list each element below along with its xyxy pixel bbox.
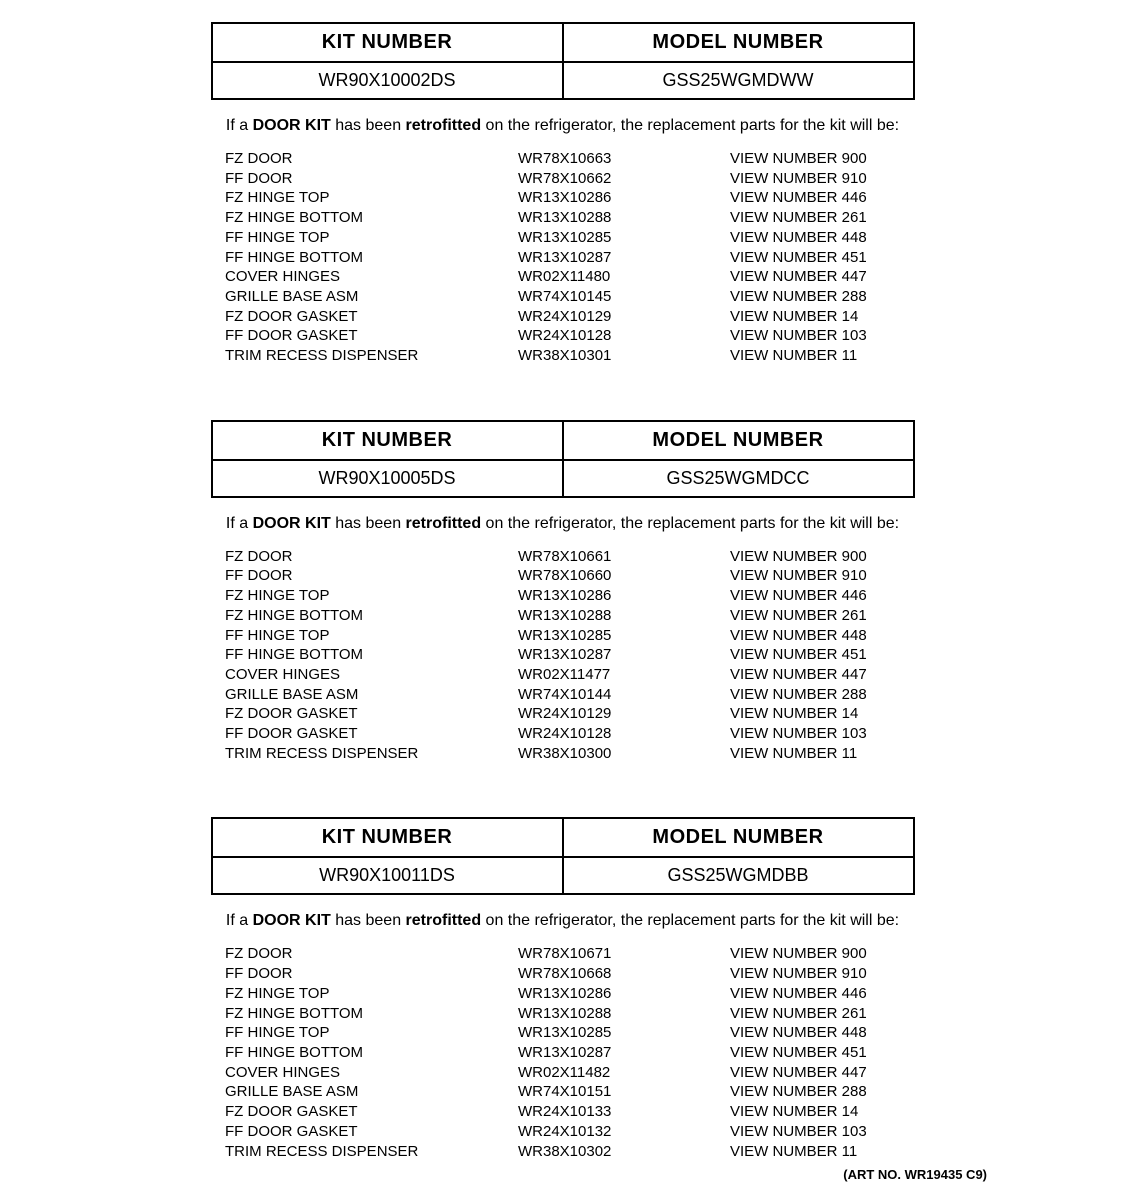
part-number: WR13X10286 xyxy=(518,984,612,1002)
note-retrofitted: retrofitted xyxy=(405,514,482,532)
part-name: FZ DOOR GASKET xyxy=(225,307,358,325)
parts-row xyxy=(225,1023,1125,1043)
view-number: VIEW NUMBER 103 xyxy=(730,1122,867,1140)
parts-row xyxy=(225,606,1125,626)
note-text: has been xyxy=(330,117,406,134)
view-number: VIEW NUMBER 288 xyxy=(730,287,867,305)
part-name: FZ DOOR xyxy=(225,945,293,963)
kit-number-value: WR90X10005DS xyxy=(212,460,563,497)
part-number: WR24X10133 xyxy=(518,1103,612,1121)
parts-row xyxy=(225,149,1125,169)
part-name: GRILLE BASE ASM xyxy=(225,685,359,703)
part-number: WR78X10668 xyxy=(518,965,612,983)
note-text: If a xyxy=(225,514,253,532)
parts-row xyxy=(225,208,1125,228)
view-number: VIEW NUMBER 288 xyxy=(730,685,867,703)
part-name: COVER HINGES xyxy=(225,665,341,683)
part-name: COVER HINGES xyxy=(225,1063,341,1081)
kit-number-header: KIT NUMBER xyxy=(212,421,563,460)
kit-number-value: WR90X10011DS xyxy=(212,857,563,894)
view-number: VIEW NUMBER 451 xyxy=(730,646,867,664)
model-number-value: GSS25WGMDBB xyxy=(563,857,914,894)
kit-number-header: KIT NUMBER xyxy=(212,23,563,62)
note-text: has been xyxy=(330,514,406,532)
part-number: WR13X10287 xyxy=(518,1043,612,1061)
parts-row xyxy=(225,267,1125,287)
parts-row xyxy=(225,626,1125,646)
view-number: VIEW NUMBER 446 xyxy=(730,984,867,1002)
part-number: WR13X10286 xyxy=(518,587,612,605)
note-text: If a xyxy=(225,912,253,930)
view-number: VIEW NUMBER 451 xyxy=(730,1043,867,1061)
parts-row xyxy=(225,287,1125,307)
kit-section-2 xyxy=(0,420,1125,764)
part-number: WR02X11480 xyxy=(518,268,611,286)
parts-row xyxy=(225,645,1125,665)
note-door-kit: DOOR KIT xyxy=(252,514,331,532)
parts-list xyxy=(225,547,1125,764)
view-number: VIEW NUMBER 261 xyxy=(730,1004,867,1022)
parts-row xyxy=(225,326,1125,346)
part-number: WR13X10288 xyxy=(518,1004,612,1022)
part-name: FF DOOR GASKET xyxy=(225,1122,358,1140)
parts-row xyxy=(225,188,1125,208)
model-number-header: MODEL NUMBER xyxy=(563,23,914,62)
view-number: VIEW NUMBER 910 xyxy=(730,169,867,187)
part-name: FZ DOOR xyxy=(225,547,293,565)
retrofit-note xyxy=(0,911,1125,931)
part-number: WR74X10151 xyxy=(518,1083,612,1101)
part-name: FZ HINGE BOTTOM xyxy=(225,209,364,227)
part-name: FF DOOR xyxy=(225,567,293,585)
parts-row xyxy=(225,1142,1125,1162)
part-number: WR78X10661 xyxy=(518,547,612,565)
view-number: VIEW NUMBER 11 xyxy=(730,744,858,762)
part-name: FF HINGE TOP xyxy=(225,626,330,644)
model-number-value: GSS25WGMDCC xyxy=(563,460,914,497)
view-number: VIEW NUMBER 14 xyxy=(730,1103,859,1121)
part-name: FF DOOR GASKET xyxy=(225,327,358,345)
model-number-header: MODEL NUMBER xyxy=(563,421,914,460)
parts-row xyxy=(225,586,1125,606)
view-number: VIEW NUMBER 446 xyxy=(730,587,867,605)
part-name: FF HINGE TOP xyxy=(225,228,330,246)
part-number: WR13X10285 xyxy=(518,228,612,246)
part-number: WR13X10286 xyxy=(518,189,612,207)
note-text: on the refrigerator, the replacement parts for the kit will be: xyxy=(481,514,900,532)
parts-row xyxy=(225,228,1125,248)
view-number: VIEW NUMBER 288 xyxy=(730,1083,867,1101)
view-number: VIEW NUMBER 448 xyxy=(730,228,867,246)
view-number: VIEW NUMBER 14 xyxy=(730,307,859,325)
part-number: WR78X10663 xyxy=(518,150,612,167)
parts-row xyxy=(225,964,1125,984)
part-name: FF HINGE BOTTOM xyxy=(225,646,364,664)
kit-number-value: WR90X10002DS xyxy=(212,62,563,99)
part-name: FF HINGE BOTTOM xyxy=(225,248,364,266)
note-door-kit: DOOR KIT xyxy=(252,117,331,134)
note-text: on the refrigerator, the replacement parts for the kit will be: xyxy=(481,117,900,134)
part-number: WR38X10300 xyxy=(518,744,612,762)
part-number: WR78X10660 xyxy=(518,567,612,585)
view-number: VIEW NUMBER 448 xyxy=(730,626,867,644)
view-number: VIEW NUMBER 900 xyxy=(730,945,867,963)
kit-number-header: KIT NUMBER xyxy=(212,818,563,857)
view-number: VIEW NUMBER 14 xyxy=(730,705,859,723)
parts-row xyxy=(225,1043,1125,1063)
parts-row xyxy=(225,307,1125,327)
note-door-kit: DOOR KIT xyxy=(252,912,331,930)
part-number: WR78X10671 xyxy=(518,945,612,963)
part-name: FF HINGE TOP xyxy=(225,1024,330,1042)
footer-art-number: (ART NO. WR19435 C9) xyxy=(843,1167,987,1183)
note-text: has been xyxy=(330,912,406,930)
part-name: TRIM RECESS DISPENSER xyxy=(225,744,419,762)
parts-row xyxy=(225,984,1125,1004)
model-number-value: GSS25WGMDWW xyxy=(563,62,914,99)
part-number: WR24X10129 xyxy=(518,307,612,325)
kit-model-table xyxy=(211,420,915,498)
view-number: VIEW NUMBER 448 xyxy=(730,1024,867,1042)
parts-row xyxy=(225,704,1125,724)
view-number: VIEW NUMBER 446 xyxy=(730,189,867,207)
part-name: FF DOOR xyxy=(225,965,293,983)
view-number: VIEW NUMBER 451 xyxy=(730,248,867,266)
kit-model-table xyxy=(211,817,915,895)
view-number: VIEW NUMBER 103 xyxy=(730,327,867,345)
part-name: FF HINGE BOTTOM xyxy=(225,1043,364,1061)
parts-row xyxy=(225,346,1125,366)
parts-row xyxy=(225,1102,1125,1122)
parts-row xyxy=(225,1063,1125,1083)
parts-row xyxy=(225,547,1125,567)
parts-row xyxy=(225,685,1125,705)
parts-row xyxy=(225,248,1125,268)
part-name: FZ DOOR GASKET xyxy=(225,1103,358,1121)
part-name: FZ DOOR GASKET xyxy=(225,705,358,723)
note-text: on the refrigerator, the replacement parts for the kit will be: xyxy=(481,912,900,930)
view-number: VIEW NUMBER 103 xyxy=(730,725,867,743)
part-number: WR38X10302 xyxy=(518,1142,612,1160)
part-number: WR13X10288 xyxy=(518,209,612,227)
part-name: FZ DOOR xyxy=(225,150,293,167)
part-name: FZ HINGE TOP xyxy=(225,189,330,207)
note-text: If a xyxy=(225,117,253,134)
view-number: VIEW NUMBER 447 xyxy=(730,665,867,683)
kit-section-3 xyxy=(0,817,1125,1161)
part-name: TRIM RECESS DISPENSER xyxy=(225,1142,419,1160)
parts-row xyxy=(225,1004,1125,1024)
part-number: WR24X10128 xyxy=(518,725,612,743)
part-name: FZ HINGE BOTTOM xyxy=(225,1004,364,1022)
part-number: WR74X10144 xyxy=(518,685,612,703)
parts-row xyxy=(225,724,1125,744)
part-name: FZ HINGE TOP xyxy=(225,587,330,605)
part-name: GRILLE BASE ASM xyxy=(225,1083,359,1101)
parts-row xyxy=(225,1122,1125,1142)
view-number: VIEW NUMBER 910 xyxy=(730,567,867,585)
part-number: WR38X10301 xyxy=(518,347,612,365)
parts-row xyxy=(225,944,1125,964)
view-number: VIEW NUMBER 261 xyxy=(730,209,867,227)
part-number: WR78X10662 xyxy=(518,169,612,187)
retrofit-note xyxy=(0,116,1125,136)
view-number: VIEW NUMBER 900 xyxy=(730,150,867,167)
part-number: WR24X10132 xyxy=(518,1122,612,1140)
part-name: TRIM RECESS DISPENSER xyxy=(225,347,419,365)
kit-section-1 xyxy=(0,22,1125,366)
view-number: VIEW NUMBER 447 xyxy=(730,1063,867,1081)
parts-list xyxy=(225,149,1125,366)
part-number: WR24X10128 xyxy=(518,327,612,345)
part-number: WR74X10145 xyxy=(518,287,612,305)
part-name: FZ HINGE BOTTOM xyxy=(225,606,364,624)
parts-row xyxy=(225,744,1125,764)
part-number: WR13X10285 xyxy=(518,1024,612,1042)
part-number: WR13X10287 xyxy=(518,646,612,664)
parts-row xyxy=(225,1082,1125,1102)
view-number: VIEW NUMBER 900 xyxy=(730,547,867,565)
part-number: WR02X11477 xyxy=(518,665,611,683)
view-number: VIEW NUMBER 261 xyxy=(730,606,867,624)
model-number-header: MODEL NUMBER xyxy=(563,818,914,857)
parts-row xyxy=(225,665,1125,685)
view-number: VIEW NUMBER 910 xyxy=(730,965,867,983)
retrofit-note xyxy=(0,514,1125,534)
part-name: FF DOOR GASKET xyxy=(225,725,358,743)
view-number: VIEW NUMBER 447 xyxy=(730,268,867,286)
part-name: FF DOOR xyxy=(225,169,293,187)
part-name: COVER HINGES xyxy=(225,268,341,286)
part-name: FZ HINGE TOP xyxy=(225,984,330,1002)
part-number: WR13X10287 xyxy=(518,248,612,266)
note-retrofitted: retrofitted xyxy=(405,117,482,134)
part-number: WR02X11482 xyxy=(518,1063,611,1081)
part-name: GRILLE BASE ASM xyxy=(225,287,359,305)
view-number: VIEW NUMBER 11 xyxy=(730,1142,858,1160)
part-number: WR24X10129 xyxy=(518,705,612,723)
parts-list xyxy=(225,944,1125,1161)
part-number: WR13X10288 xyxy=(518,606,612,624)
parts-row xyxy=(225,169,1125,189)
parts-row xyxy=(225,566,1125,586)
part-number: WR13X10285 xyxy=(518,626,612,644)
note-retrofitted: retrofitted xyxy=(405,912,482,930)
kit-model-table xyxy=(211,22,915,100)
view-number: VIEW NUMBER 11 xyxy=(730,347,858,365)
